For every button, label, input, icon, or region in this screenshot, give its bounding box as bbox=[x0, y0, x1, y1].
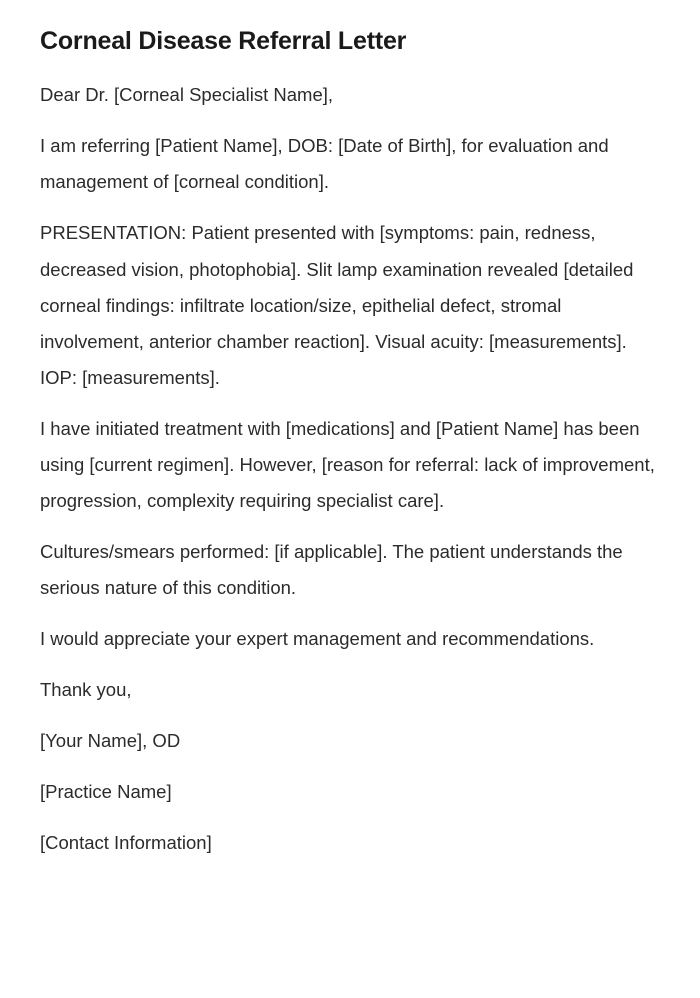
letter-paragraph-presentation: PRESENTATION: Patient presented with [symptoms: pain, redness, decreased vision, photophobia]. Slit lamp examination revealed [detailed corneal findings: infiltrate location/size, epithelial defect, stromal involvement, anterior chamber reaction]. Visual acuity: [measurements]. IOP: [measurements]. bbox=[40, 222, 634, 388]
letter-signature-name: [Your Name], OD bbox=[40, 730, 181, 752]
page-title: Corneal Disease Referral Letter bbox=[40, 27, 407, 55]
letter-closing: Thank you, bbox=[40, 679, 132, 701]
letter-paragraph-cultures: Cultures/smears performed: [if applicable]. The patient understands the serious nature of this condition. bbox=[40, 540, 623, 598]
letter-paragraph-request: I would appreciate your expert management and recommendations. bbox=[40, 628, 595, 650]
letter-paragraph-treatment: I have initiated treatment with [medications] and [Patient Name] has been using [current regimen]. However, [reason for referral: lack of improvement, progression, complexity requiring specialist care]. bbox=[40, 417, 655, 511]
letter-paragraph-referral: I am referring [Patient Name], DOB: [Date of Birth], for evaluation and management of [corneal condition]. bbox=[40, 135, 609, 193]
letter-contact-information: [Contact Information] bbox=[40, 832, 212, 854]
letter-salutation: Dear Dr. [Corneal Specialist Name], bbox=[40, 84, 334, 106]
letter-practice-name: [Practice Name] bbox=[40, 781, 172, 803]
